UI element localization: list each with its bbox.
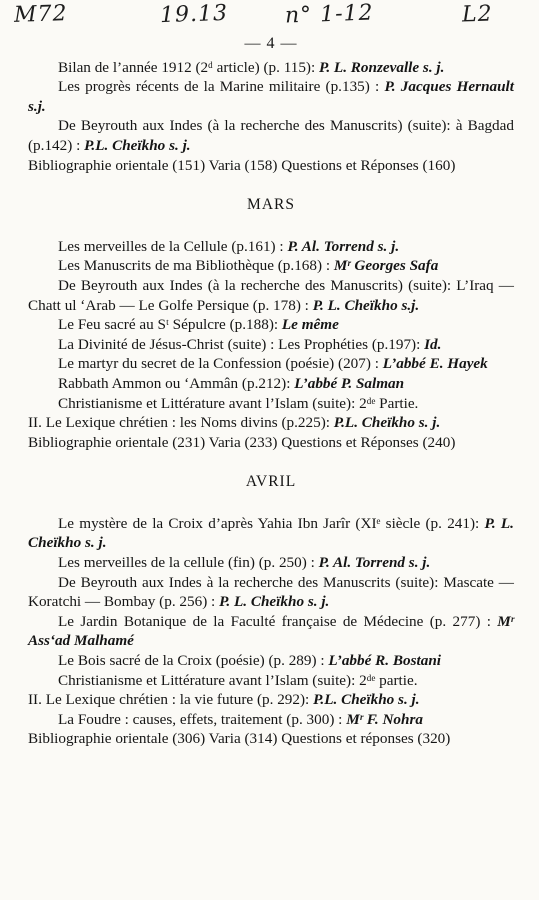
handwritten-mark-4: L2: [461, 1, 494, 28]
section-heading-avril: AVRIL: [245, 473, 297, 491]
toc-entry: Christianisme et Littérature avant l’Islam (suite): 2ᵈᵉ partie.: [58, 671, 418, 689]
toc-entry: Rabbath Ammon ou ‘Ammân (p.212): L’abbé P. Salman: [58, 374, 405, 392]
toc-entry: Le Feu sacré au Sᵗ Sépulcre (p.188): Le même: [58, 316, 339, 334]
toc-entry: Le mystère de la Croix d’après Yahia Ibn Jarîr (XIᵉ siècle (p. 241): P. L. Cheïkho s. j.: [28, 514, 514, 552]
toc-entry: Le Jardin Botanique de la Faculté française de Médecine (p. 277) : Mʳ Ass‘ad Malhamé: [28, 612, 514, 650]
toc-entry: Bibliographie orientale (151) Varia (158) Questions et Réponses (160): [28, 156, 456, 174]
continued-entries: [28, 58, 514, 176]
toc-entry: Les Manuscrits de ma Bibliothèque (p.168) : Mʳ Georges Safa: [58, 257, 439, 275]
toc-entry: II. Le Lexique chrétien : les Noms divins (p.225): P.L. Cheïkho s. j.: [28, 414, 441, 432]
section-mars-entries: [28, 237, 514, 453]
toc-entry: Le Bois sacré de la Croix (poésie) (p. 289) : L’abbé R. Bostani: [58, 652, 441, 670]
handwritten-mark-2: 19.13: [159, 0, 229, 29]
toc-entry: Bibliographie orientale (306) Varia (314) Questions et réponses (320): [28, 730, 451, 748]
section-heading-mars: MARS: [247, 196, 295, 214]
toc-entry: La Divinité de Jésus-Christ (suite) : Les Prophéties (p.197): Id.: [58, 335, 442, 353]
toc-entry: De Beyrouth aux Indes (à la recherche des Manuscrits) (suite): L’Iraq — Chatt ul ‘Arab — Le Golfe Persique (p. 178) : P. L. Cheïkho s.j.: [28, 276, 514, 314]
section-avril-entries: [28, 514, 514, 749]
toc-entry: Les merveilles de la Cellule (p.161) : P. Al. Torrend s. j.: [58, 237, 400, 255]
page-number: — 4 —: [244, 35, 298, 52]
toc-entry: Le martyr du secret de la Confession (poésie) (207) : L’abbé E. Hayek: [58, 355, 488, 373]
toc-entry: De Beyrouth aux Indes à la recherche des Manuscrits (suite): Mascate — Koratchi — Bombay (p. 256) : P. L. Cheïkho s. j.: [28, 573, 514, 611]
toc-entry: Bilan de l’année 1912 (2ᵈ article) (p. 115): P. L. Ronzevalle s. j.: [58, 58, 445, 76]
toc-entry: II. Le Lexique chrétien : la vie future (p. 292): P.L. Cheïkho s. j.: [28, 691, 420, 709]
document-page: [28, 34, 514, 749]
toc-entry: Les progrès récents de la Marine militaire (p.135) : P. Jacques Hernault s.j.: [28, 78, 514, 115]
toc-entry: Les merveilles de la cellule (fin) (p. 250) : P. Al. Torrend s. j.: [58, 554, 431, 572]
toc-entry: La Foudre : causes, effets, traitement (p. 300) : Mʳ F. Nohra: [58, 710, 423, 728]
handwritten-mark-1: M72: [13, 1, 68, 28]
toc-entry: De Beyrouth aux Indes (à la recherche des Manuscrits) (suite): à Bagdad (p.142) : P.L. Cheïkho s. j.: [28, 117, 514, 154]
toc-entry: Christianisme et Littérature avant l’Islam (suite): 2ᵈᵉ Partie.: [58, 394, 419, 412]
toc-entry: Bibliographie orientale (231) Varia (233) Questions et Réponses (240): [28, 433, 456, 451]
handwritten-mark-3: n° 1-12: [284, 0, 375, 29]
